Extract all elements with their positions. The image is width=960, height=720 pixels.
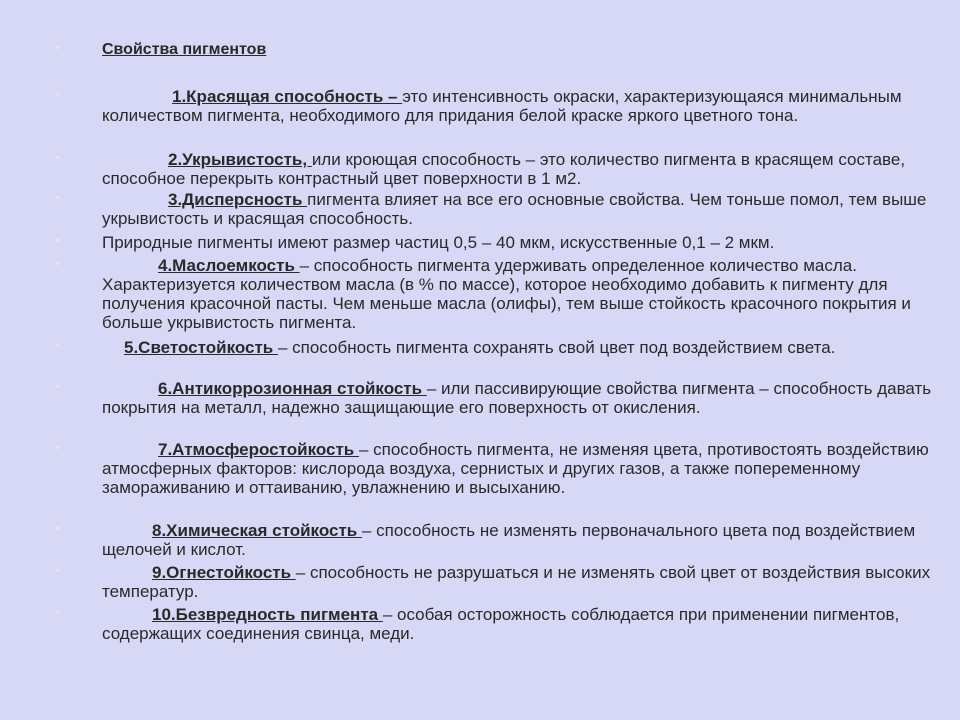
property-term: 7.Атмосферостойкость: [158, 440, 359, 459]
property-description: – или пассивирующие свойства пигмента – способность давать покрытия на металл, надежно защищающие его поверхность от окисления.: [102, 379, 932, 417]
square-bullet-icon: ▫: [56, 152, 60, 162]
property-term: 10.Безвредность пигмента: [152, 605, 383, 624]
square-bullet-icon: ▫: [56, 442, 60, 452]
square-bullet-icon: ▫: [56, 235, 60, 245]
square-bullet-icon: ▫: [56, 42, 60, 52]
property-term: 5.Светостойкость: [124, 338, 278, 357]
property-term: 8.Химическая стойкость: [152, 521, 362, 540]
property-term: 2.Укрывистость,: [168, 150, 312, 169]
property-term: 9.Огнестойкость: [152, 563, 296, 582]
property-description: – особая осторожность соблюдается при применении пигментов, содержащих соединения свинца, меди.: [102, 605, 900, 643]
square-bullet-icon: ▫: [56, 192, 60, 202]
slide-title: Свойства пигментов: [102, 41, 267, 58]
property-description: – способность не изменять первоначального цвета под воздействием щелочей и кислот.: [102, 521, 916, 559]
square-bullet-icon: ▫: [56, 258, 60, 268]
property-term: 6.Антикоррозионная стойкость: [158, 379, 427, 398]
property-description: – способность пигмента удерживать определенное количество масла. Характеризуется количеством масла (в % по массе), которое необходимо добавить к пигменту для получения красочной пасты. Чем меньше масла (олифы), тем выше стойкость красочного покрытия и больше укрывистость пигмента.: [102, 256, 911, 332]
property-description: или кроющая способность – это количество пигмента в красящем составе, способное перекрыть контрастный цвет поверхности в 1 м2.: [102, 150, 906, 188]
property-description: это интенсивность окраски, характеризующаяся минимальным количеством пигмента, необходимого для придания белой краске яркого цветного тона.: [102, 87, 902, 125]
square-bullet-icon: ▫: [56, 89, 60, 99]
property-description: Природные пигменты имеют размер частиц 0,5 – 40 мкм, искусственные 0,1 – 2 мкм.: [102, 233, 775, 252]
property-term: 4.Маслоемкость: [158, 256, 300, 275]
property-description: – способность пигмента сохранять свой цвет под воздействием света.: [277, 338, 836, 357]
property-description: – способность пигмента, не изменяя цвета, противостоять воздействию атмосферных факторов: кислорода воздуха, сернистых и других газов, а также попеременному замораживанию и оттаиванию, увлажнению и высыханию.: [102, 440, 929, 497]
square-bullet-icon: ▫: [56, 381, 60, 391]
square-bullet-icon: ▫: [56, 607, 60, 617]
property-term: 3.Дисперсность: [168, 190, 308, 209]
property-description: пигмента влияет на все его основные свойства. Чем тоньше помол, тем выше укрывистость и красящая способность.: [102, 190, 927, 228]
property-description: – способность не разрушаться и не изменять свой цвет от воздействия высоких температур.: [102, 563, 931, 601]
square-bullet-icon: ▫: [56, 565, 60, 575]
square-bullet-icon: ▫: [56, 340, 60, 350]
property-term: 1.Красящая способность –: [172, 87, 403, 106]
square-bullet-icon: ▫: [56, 523, 60, 533]
